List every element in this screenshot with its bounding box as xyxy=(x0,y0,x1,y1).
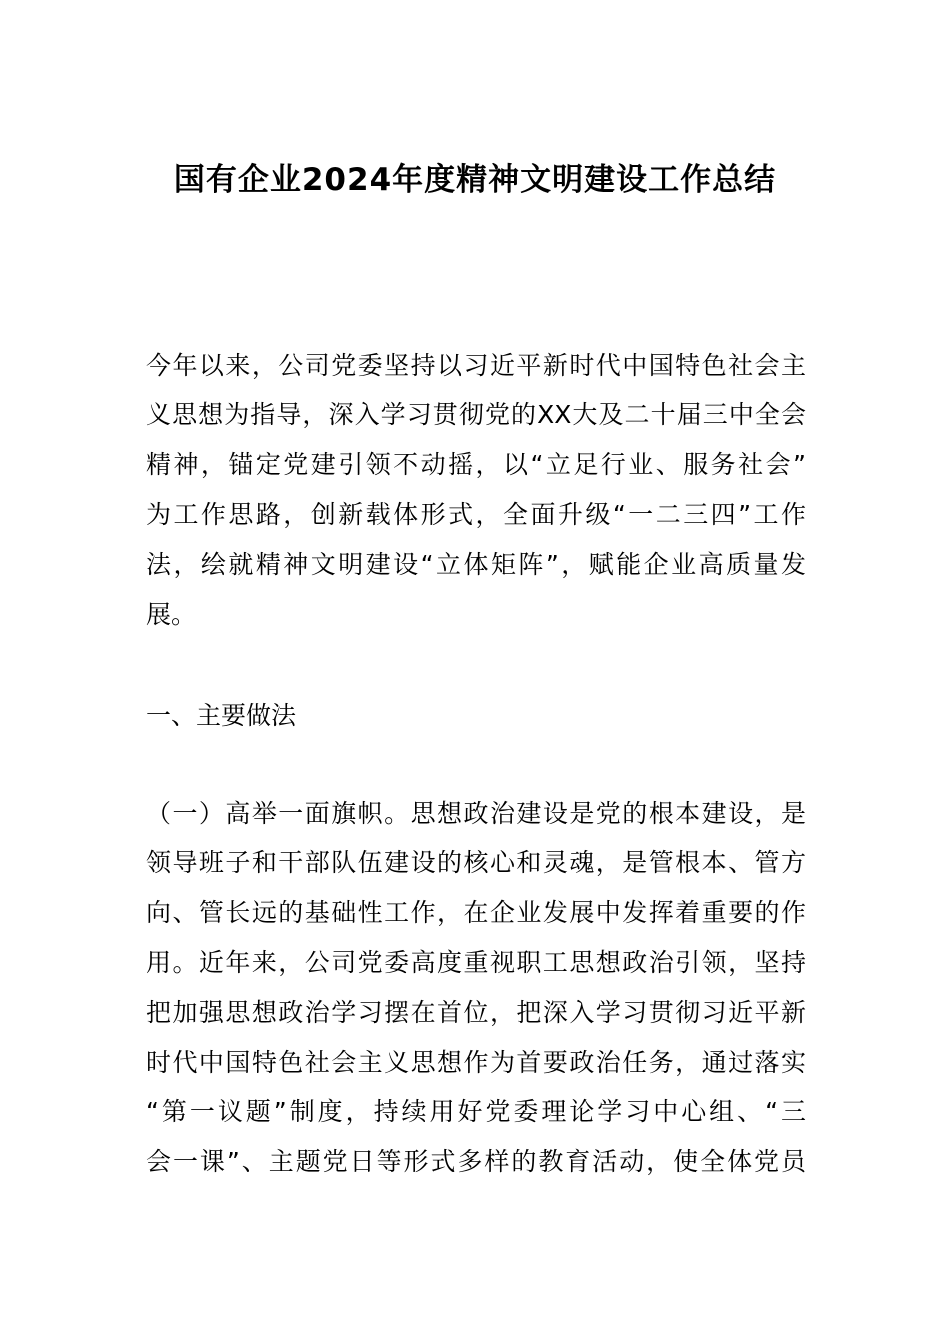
subsection-line: 时代中国特色社会主义思想作为首要政治任务，通过落实 xyxy=(146,1048,806,1077)
subsection-line: 向、管长远的基础性工作，在企业发展中发挥着重要的作 xyxy=(146,898,806,927)
subsection-line: 用。近年来，公司党委高度重视职工思想政治引领，坚持 xyxy=(146,948,806,977)
intro-line: 展。 xyxy=(146,600,197,629)
intro-line: 义思想为指导，深入学习贯彻党的XX大及二十届三中全会 xyxy=(146,400,806,429)
subsection-line: “第一议题”制度，持续用好党委理论学习中心组、“三 xyxy=(146,1097,806,1126)
intro-line: 今年以来，公司党委坚持以习近平新时代中国特色社会主 xyxy=(146,351,806,380)
intro-line: 为工作思路，创新载体形式，全面升级“一二三四”工作 xyxy=(146,500,806,529)
section-heading: 一、主要做法 xyxy=(146,701,297,730)
subsection-line: （一）高举一面旗帜。思想政治建设是党的根本建设，是 xyxy=(146,799,806,828)
document-title: 国有企业2024年度精神文明建设工作总结 xyxy=(173,162,777,198)
subsection-line: 会一课”、主题党日等形式多样的教育活动，使全体党员 xyxy=(146,1147,806,1176)
subsection-line: 把加强思想政治学习摆在首位，把深入学习贯彻习近平新 xyxy=(146,998,806,1027)
intro-line: 法，绘就精神文明建设“立体矩阵”，赋能企业高质量发 xyxy=(146,550,806,579)
intro-line: 精神，锚定党建引领不动摇，以“立足行业、服务社会” xyxy=(146,450,806,479)
subsection-line: 领导班子和干部队伍建设的核心和灵魂，是管根本、管方 xyxy=(146,848,806,877)
